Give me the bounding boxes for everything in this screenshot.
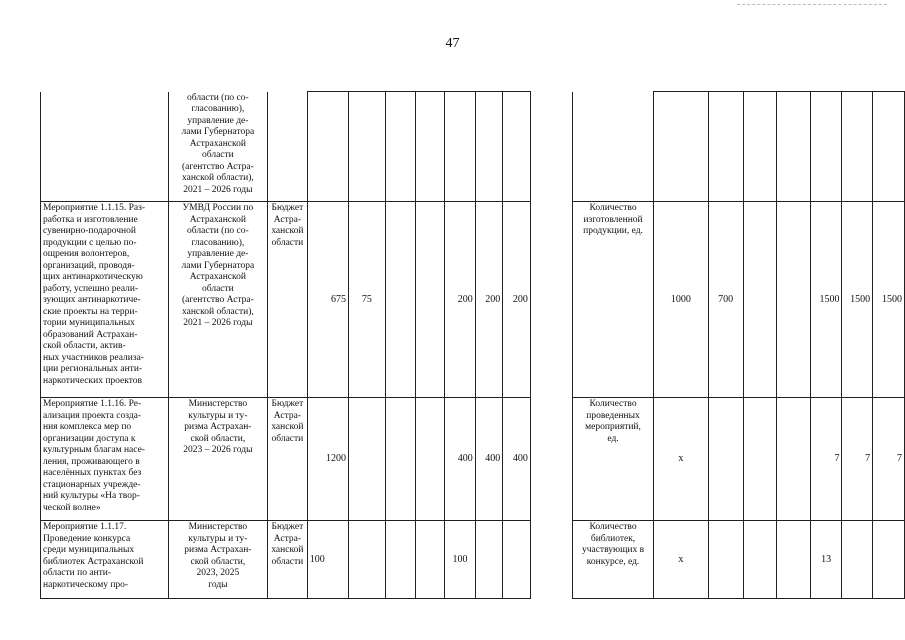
target-cell: х — [654, 398, 708, 521]
target-cell: 7 — [873, 398, 905, 521]
target-cell — [743, 398, 777, 521]
funding-cell: 200 — [503, 202, 531, 398]
target-cell — [777, 202, 811, 398]
source-cell: Бюджет Астра- ханской области — [267, 398, 307, 521]
target-cell: 1500 — [873, 202, 905, 398]
target-cell — [743, 202, 777, 398]
target-cell: 1000 — [654, 202, 708, 398]
table-row — [41, 202, 905, 398]
target-cell: 7 — [810, 398, 842, 521]
gap-cell — [530, 202, 572, 398]
funding-cell: 400 — [503, 398, 531, 521]
funding-cell: 400 — [475, 398, 503, 521]
target-cell — [777, 521, 811, 599]
funding-total-cell — [307, 92, 348, 202]
target-cell — [873, 521, 905, 599]
program-activities-table — [40, 91, 905, 599]
gap-cell — [530, 398, 572, 521]
activity-cell: Мероприятие 1.1.16. Ре- ализация проекта созда- ния комплекса мер по организации доступа к культурным благам насе- ления, проживающего в населённых пунктах без стационарных учрежде- ний культуры «На твор- ческой волне» — [41, 398, 169, 521]
table-row — [41, 398, 905, 521]
source-cell: Бюджет Астра- ханской области — [267, 521, 307, 599]
funding-cell — [445, 92, 475, 202]
target-cell — [842, 92, 873, 202]
funding-cell — [385, 202, 415, 398]
target-cell — [810, 92, 842, 202]
target-cell: 7 — [842, 398, 873, 521]
funding-total-cell: 100 — [307, 521, 348, 599]
funding-cell — [503, 92, 531, 202]
target-cell: 1500 — [810, 202, 842, 398]
source-cell: Бюджет Астра- ханской области — [267, 202, 307, 398]
target-cell: 700 — [708, 202, 743, 398]
activity-cell — [41, 92, 169, 202]
scan-artifact-line — [737, 4, 887, 5]
indicator-cell: Количество библиотек, участвующих в конкурсе, ед. — [572, 521, 653, 599]
target-cell — [654, 92, 708, 202]
funding-cell — [415, 202, 445, 398]
funding-cell: 100 — [445, 521, 475, 599]
target-cell: 13 — [810, 521, 842, 599]
target-cell — [777, 398, 811, 521]
table-row-continuation — [41, 92, 905, 202]
funding-cell: 200 — [445, 202, 475, 398]
executor-cell: Министерство культуры и ту- ризма Астрахан- ской области, 2023 – 2026 годы — [168, 398, 267, 521]
target-cell: 1500 — [842, 202, 873, 398]
target-cell — [743, 521, 777, 599]
funding-cell — [385, 521, 415, 599]
source-cell — [267, 92, 307, 202]
funding-cell — [385, 398, 415, 521]
target-cell — [708, 398, 743, 521]
page-number: 47 — [445, 36, 460, 51]
funding-cell — [348, 398, 385, 521]
target-cell — [873, 92, 905, 202]
funding-cell — [415, 92, 445, 202]
target-cell — [743, 92, 777, 202]
target-cell — [842, 521, 873, 599]
executor-cell: Министерство культуры и ту- ризма Астрахан- ской области, 2023, 2025 годы — [168, 521, 267, 599]
indicator-cell — [572, 92, 653, 202]
funding-cell — [503, 521, 531, 599]
funding-total-cell: 1200 — [307, 398, 348, 521]
executor-cell: УМВД России по Астраханской области (по со- гласованию), управление де- лами Губернатора Астраханской области (агентство Астра- ханской области), 2021 – 2026 годы — [168, 202, 267, 398]
target-cell — [777, 92, 811, 202]
activity-cell: Мероприятие 1.1.17. Проведение конкурса среди муниципальных библиотек Астраханской области по анти- наркотическому про- — [41, 521, 169, 599]
funding-cell: 400 — [445, 398, 475, 521]
funding-cell — [348, 521, 385, 599]
gap-cell — [530, 521, 572, 599]
target-cell: х — [654, 521, 708, 599]
gap-cell — [530, 92, 572, 202]
target-cell — [708, 521, 743, 599]
funding-cell — [385, 92, 415, 202]
indicator-cell: Количество проведенных мероприятий, ед. — [572, 398, 653, 521]
table-row — [41, 521, 905, 599]
funding-cell — [348, 92, 385, 202]
funding-cell — [475, 521, 503, 599]
executor-cell: области (по со- гласованию), управление де- лами Губернатора Астраханской области (агентство Астра- ханской области), 2021 – 2026 годы — [168, 92, 267, 202]
funding-cell — [415, 398, 445, 521]
target-cell — [708, 92, 743, 202]
funding-total-cell: 675 — [307, 202, 348, 398]
activity-cell: Мероприятие 1.1.15. Раз- работка и изготовление сувенирно-подарочной продукции с целью по- ощрения волонтеров, организаций, проводя- щих антинаркотическую работу, успешно реали- зующих антинаркотиче- ские проекты на терри- тории муниципальных образований Астрахан- ской области, актив- ных участников реализа- ции региональных анти- наркотических проектов — [41, 202, 169, 398]
indicator-cell: Количество изготовленной продукции, ед. — [572, 202, 653, 398]
funding-cell: 200 — [475, 202, 503, 398]
funding-cell: 75 — [348, 202, 385, 398]
funding-cell — [415, 521, 445, 599]
funding-cell — [475, 92, 503, 202]
